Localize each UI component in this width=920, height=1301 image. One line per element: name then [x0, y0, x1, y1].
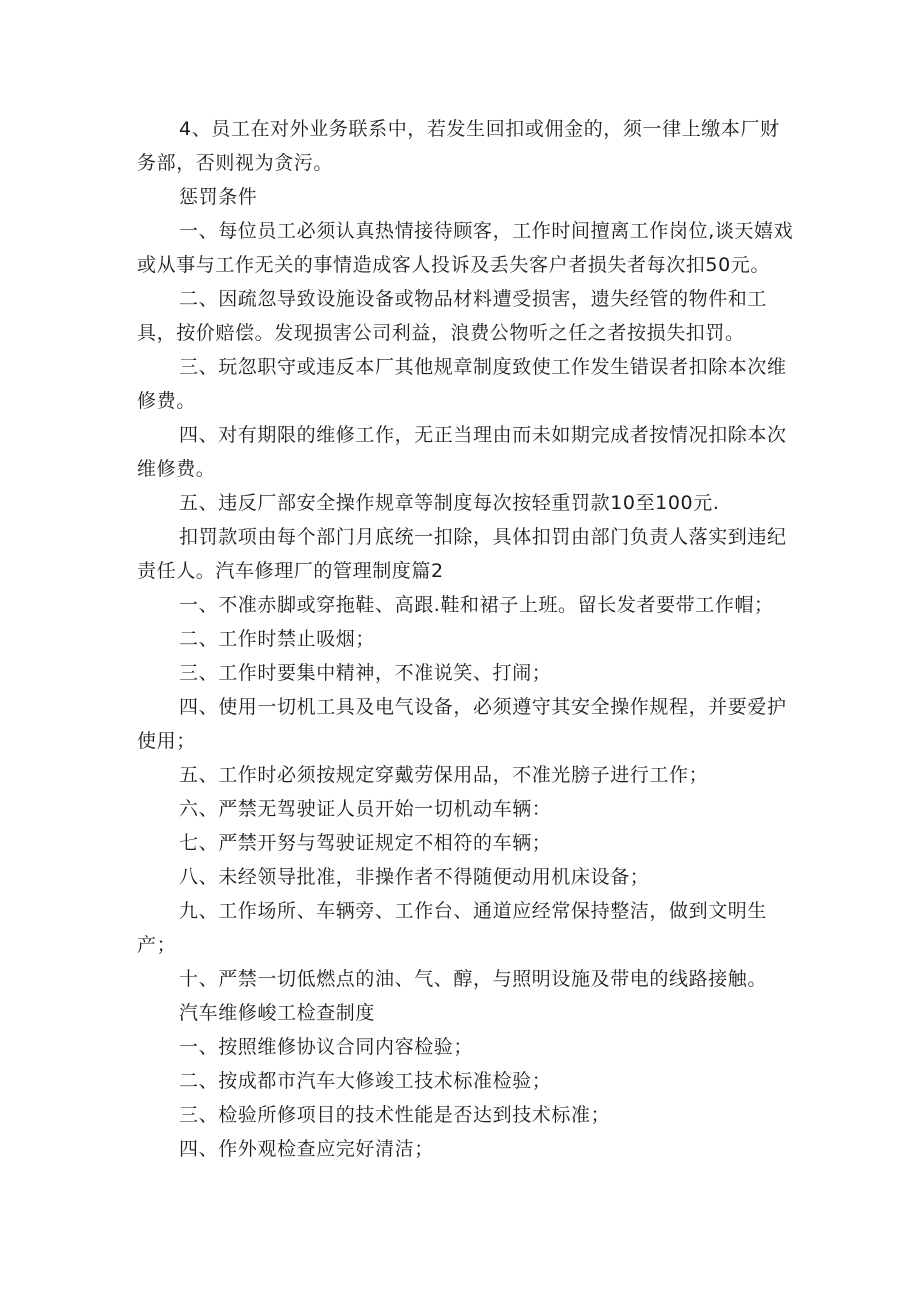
paragraph-penalty-3: 三、玩忽职守或违反本厂其他规章制度致使工作发生错误者扣除本次维修费。	[137, 356, 787, 412]
paragraph-rule-2: 二、工作时禁止吸烟；	[179, 628, 376, 650]
paragraph-rule-1: 一、不准赤脚或穿拖鞋、高跟.鞋和裙子上班。留长发者要带工作帽；	[179, 594, 774, 616]
paragraph-inspection-3: 三、检验所修项目的技术性能是否达到技术标准；	[179, 1104, 611, 1126]
paragraph-rule-6: 六、严禁无驾驶证人员开始一切机动车辆：	[179, 798, 552, 820]
paragraph-inspection-4: 四、作外观检查应完好清洁；	[179, 1138, 434, 1160]
paragraph-rule-4: 四、使用一切机工具及电气设备，必须遵守其安全操作规程，并要爱护使用；	[137, 696, 787, 752]
paragraph-rule-8: 八、未经领导批准，非操作者不得随便动用机床设备；	[179, 866, 650, 888]
paragraph-rule-5: 五、工作时必须按规定穿戴劳保用品，不准光膀子进行工作；	[179, 764, 709, 786]
paragraph-penalty-1: 一、每位员工必须认真热情接待顾客，工作时间擅离工作岗位,谈天嬉戏或从事与工作无关的事情造成客人投诉及丢失客户者损失者每次扣50元。	[137, 220, 794, 276]
paragraph-deduction-note: 扣罚款项由每个部门月底统一扣除，具体扣罚由部门负责人落实到违纪责任人。汽车修理厂的管理制度篇2	[137, 526, 787, 582]
heading-completion-inspection: 汽车维修峻工检查制度	[179, 1002, 376, 1024]
paragraph-penalty-4: 四、对有期限的维修工作，无正当理由而未如期完成者按情况扣除本次维修费。	[137, 424, 787, 480]
paragraph-penalty-5: 五、违反厂部安全操作规章等制度每次按轻重罚款10至100元.	[179, 492, 720, 514]
paragraph-inspection-1: 一、按照维修协议合同内容检验；	[179, 1036, 474, 1058]
paragraph-inspection-2: 二、按成都市汽车大修竣工技术标准检验；	[179, 1070, 552, 1092]
document-body	[137, 112, 797, 1166]
heading-penalty-conditions: 惩罚条件	[179, 186, 258, 208]
paragraph-penalty-2: 二、因疏忽导致设施设备或物品材料遭受损害，遗失经管的物件和工具，按价赔偿。发现损害公司利益，浪费公物听之任之者按损失扣罚。	[137, 288, 768, 344]
paragraph-rule-9: 九、工作场所、车辆旁、工作台、通道应经常保持整洁，做到文明生产；	[137, 900, 768, 956]
paragraph-employee-commission: 4、员工在对外业务联系中，若发生回扣或佣金的，须一律上缴本厂财务部，否则视为贪污。	[137, 118, 780, 174]
paragraph-rule-10: 十、严禁一切低燃点的油、气、醇，与照明设施及带电的线路接触。	[179, 968, 768, 990]
paragraph-rule-7: 七、严禁开努与驾驶证规定不相符的车辆；	[179, 832, 552, 854]
paragraph-rule-3: 三、工作时要集中精神，不准说笑、打闹；	[179, 662, 552, 684]
